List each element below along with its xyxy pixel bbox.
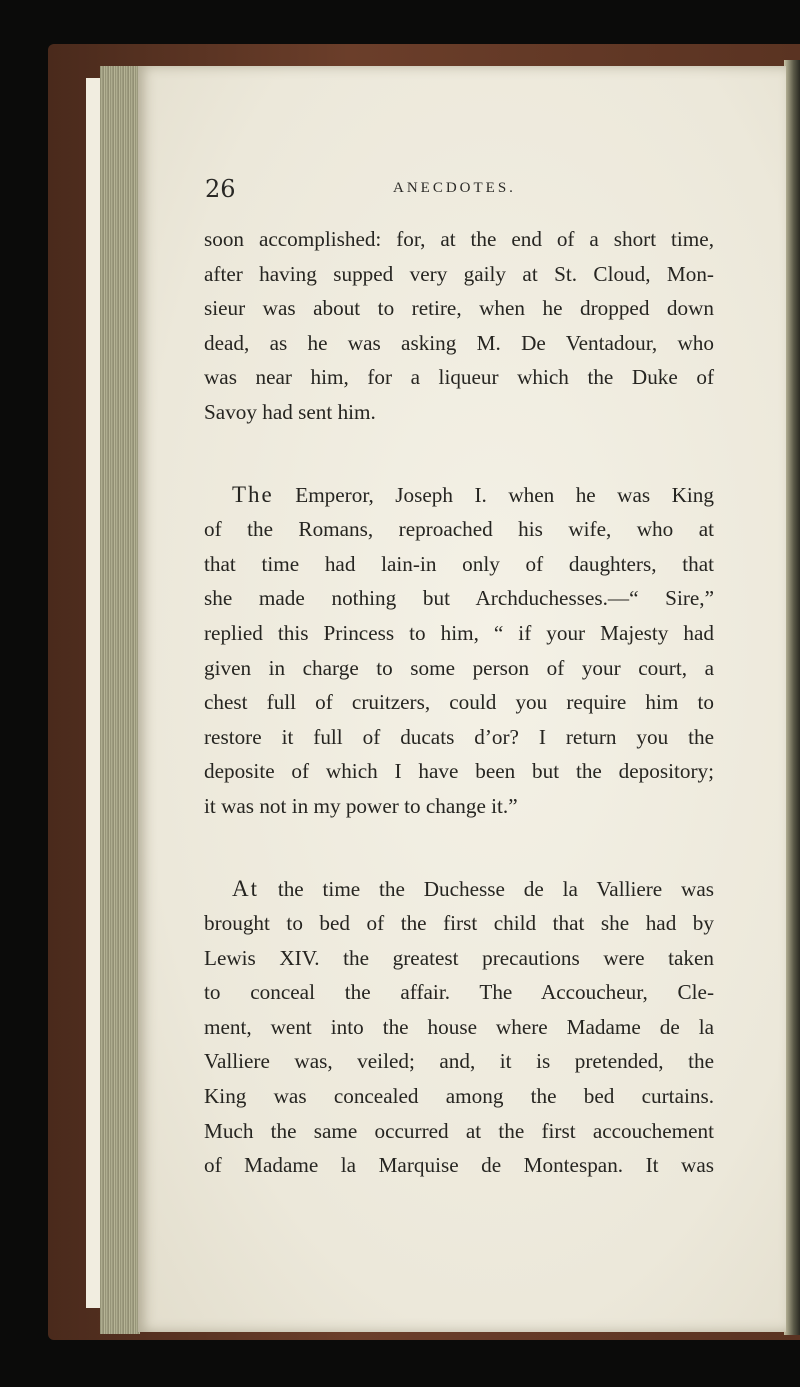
text-line (204, 478, 714, 513)
text-line: replied this Princess to him, “ if your Majesty had (204, 620, 714, 645)
running-head: ANECDOTES. (393, 180, 516, 196)
text-line: ment, went into the house where Madame de la (204, 1014, 714, 1039)
text-line: she made nothing but Archduchesses.—“ Sire,” (204, 586, 714, 611)
paragraph-gap (204, 430, 714, 478)
text-line: Lewis XIV. the greatest precautions were taken (204, 945, 714, 970)
text-segment: the time the Duchesse de la Valliere was (259, 876, 714, 901)
text-line: deposite of which I have been but the depository; (204, 759, 714, 784)
text-line: restore it full of ducats d’or? I return you the (204, 724, 714, 749)
text-line: chest full of cruitzers, could you require him to (204, 690, 714, 715)
text-segment: Emperor, Joseph I. when he was King (273, 482, 714, 507)
text-line: it was not in my power to change it.” (204, 793, 518, 818)
book-spine-edge (784, 60, 800, 1335)
text-line: was near him, for a liqueur which the Duke of (204, 365, 714, 390)
text-line: Valliere was, veiled; and, it is pretended, the (204, 1049, 714, 1074)
text-line: that time had lain-in only of daughters, that (204, 551, 714, 576)
body-text (204, 222, 714, 1183)
text-line: to conceal the affair. The Accoucheur, Cle- (204, 980, 714, 1005)
paragraph (204, 872, 714, 1183)
text-line: Much the same occurred at the first accouchement (204, 1118, 714, 1143)
paragraph-gap (204, 824, 714, 872)
text-line: of the Romans, reproached his wife, who at (204, 517, 714, 542)
text-line: of Madame la Marquise de Montespan. It was (204, 1153, 714, 1178)
text-line: Savoy had sent him. (204, 399, 376, 424)
paragraph (204, 222, 714, 430)
page-header (205, 175, 715, 205)
page-edges (100, 66, 140, 1334)
text-line: soon accomplished: for, at the end of a short time, (204, 227, 714, 251)
text-line: given in charge to some person of your court, a (204, 655, 714, 680)
text-line: dead, as he was asking M. De Ventadour, who (204, 330, 714, 355)
paragraph-lead: The (232, 481, 274, 507)
text-line: sieur was about to retire, when he dropped down (204, 296, 714, 321)
paragraph-lead: At (232, 875, 259, 901)
text-line: after having supped very gaily at St. Cloud, Mon- (204, 261, 714, 286)
text-line: King was concealed among the bed curtains. (204, 1084, 714, 1109)
paragraph (204, 478, 714, 824)
text-line (204, 872, 714, 907)
page-number: 26 (205, 175, 236, 203)
text-line: brought to bed of the first child that she had by (204, 911, 714, 936)
